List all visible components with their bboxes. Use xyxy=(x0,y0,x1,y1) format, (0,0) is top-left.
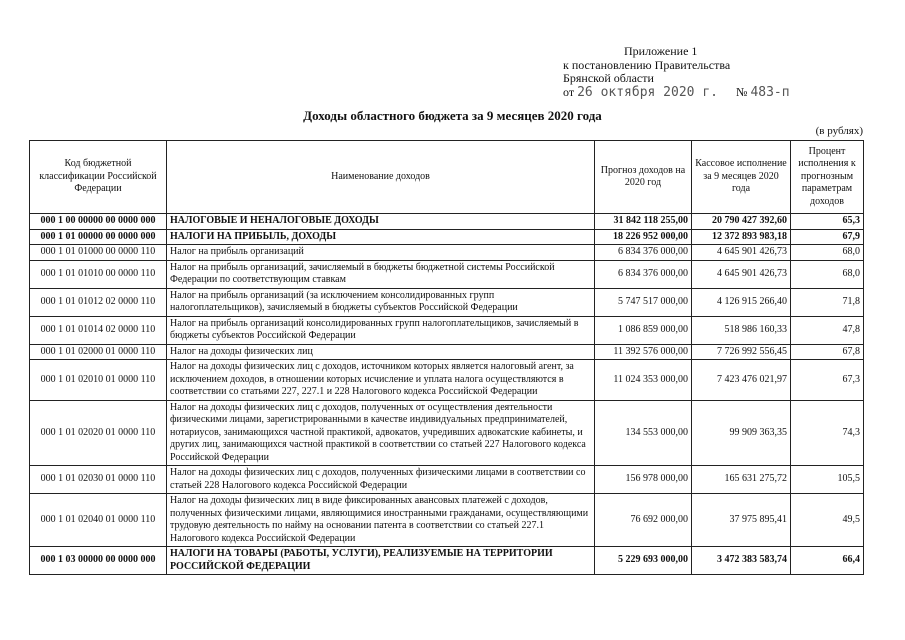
document-title: Доходы областного бюджета за 9 месяцев 2020 года xyxy=(303,108,602,123)
appendix-date-line xyxy=(563,86,790,100)
row-percent: 68,0 xyxy=(791,260,864,288)
row-forecast: 156 978 000,00 xyxy=(595,466,692,494)
row-percent: 49,5 xyxy=(791,494,864,547)
row-percent: 65,3 xyxy=(791,214,864,230)
header-code: Код бюджетной классификации Российской Федерации xyxy=(30,141,167,214)
row-code: 000 1 00 00000 00 0000 000 xyxy=(30,214,167,230)
row-name: Налог на доходы физических лиц в виде фиксированных авансовых платежей с доходов, полученных физическими лицами, являющимися иностранными гражданами, осуществляющими трудовую деятельность по найму на основании патента в соответствии со статьей 227.1 Налогового кодекса Российской Федерации xyxy=(167,494,595,547)
row-percent: 67,8 xyxy=(791,344,864,360)
header-forecast: Прогноз доходов на 2020 год xyxy=(595,141,692,214)
row-percent: 66,4 xyxy=(791,547,864,575)
header-percent: Процент исполнения к прогнозным параметрам доходов xyxy=(791,141,864,214)
header-name: Наименование доходов xyxy=(167,141,595,214)
row-percent: 74,3 xyxy=(791,400,864,466)
row-name: НАЛОГИ НА ТОВАРЫ (РАБОТЫ, УСЛУГИ), РЕАЛИЗУЕМЫЕ НА ТЕРРИТОРИИ РОССИЙСКОЙ ФЕДЕРАЦИИ xyxy=(167,547,595,575)
appendix-region: Брянской области xyxy=(563,71,654,85)
row-forecast: 31 842 118 255,00 xyxy=(595,214,692,230)
row-percent: 67,3 xyxy=(791,360,864,401)
table-row xyxy=(30,229,864,245)
row-code: 000 1 01 02020 01 0000 110 xyxy=(30,400,167,466)
row-actual: 99 909 363,35 xyxy=(692,400,791,466)
row-name: НАЛОГИ НА ПРИБЫЛЬ, ДОХОДЫ xyxy=(167,229,595,245)
row-percent: 67,9 xyxy=(791,229,864,245)
row-name: Налог на доходы физических лиц xyxy=(167,344,595,360)
row-percent: 105,5 xyxy=(791,466,864,494)
row-name: Налог на доходы физических лиц с доходов, полученных от осуществления деятельности физическими лицами, зарегистрированными в качестве индивидуальных предпринимателей, нотариусов, занимающихся частной практикой, адвокатов, учредивших адвокатские кабинеты, и других лиц, занимающихся частной практикой в соответствии со статьей 227 Налогового кодекса Российской Федерации xyxy=(167,400,595,466)
table-row xyxy=(30,360,864,401)
table-row xyxy=(30,400,864,466)
header-actual: Кассовое исполнение за 9 месяцев 2020 года xyxy=(692,141,791,214)
date-prefix: от xyxy=(563,84,575,99)
row-actual: 4 645 901 426,73 xyxy=(692,245,791,261)
row-actual: 12 372 893 983,18 xyxy=(692,229,791,245)
table-header-row xyxy=(30,141,864,214)
row-actual: 4 645 901 426,73 xyxy=(692,260,791,288)
appendix-block xyxy=(563,45,790,99)
row-code: 000 1 01 01012 02 0000 110 xyxy=(30,288,167,316)
revenue-table xyxy=(29,140,864,575)
row-percent: 68,0 xyxy=(791,245,864,261)
table-body xyxy=(30,214,864,575)
table-row xyxy=(30,214,864,230)
table-row xyxy=(30,494,864,547)
row-code: 000 1 01 00000 00 0000 000 xyxy=(30,229,167,245)
table-row xyxy=(30,344,864,360)
row-percent: 71,8 xyxy=(791,288,864,316)
table-row xyxy=(30,316,864,344)
row-actual: 7 423 476 021,97 xyxy=(692,360,791,401)
units-label: (в рублях) xyxy=(815,125,863,137)
row-actual: 518 986 160,33 xyxy=(692,316,791,344)
row-name: НАЛОГОВЫЕ И НЕНАЛОГОВЫЕ ДОХОДЫ xyxy=(167,214,595,230)
row-forecast: 6 834 376 000,00 xyxy=(595,260,692,288)
row-name: Налог на доходы физических лиц с доходов, источником которых является налоговый агент, за исключением доходов, в отношении которых исчисление и уплата налога осуществляются в соответствии со статьями 227, 227.1 и 228 Налогового кодекса Российской Федерации xyxy=(167,360,595,401)
row-code: 000 1 03 00000 00 0000 000 xyxy=(30,547,167,575)
row-forecast: 11 024 353 000,00 xyxy=(595,360,692,401)
row-actual: 165 631 275,72 xyxy=(692,466,791,494)
row-name: Налог на доходы физических лиц с доходов, полученных физическими лицами в соответствии со статьей 228 Налогового кодекса Российской Федерации xyxy=(167,466,595,494)
row-actual: 20 790 427 392,60 xyxy=(692,214,791,230)
row-code: 000 1 01 01000 00 0000 110 xyxy=(30,245,167,261)
table-row xyxy=(30,547,864,575)
row-forecast: 6 834 376 000,00 xyxy=(595,245,692,261)
row-name: Налог на прибыль организаций xyxy=(167,245,595,261)
row-code: 000 1 01 02040 01 0000 110 xyxy=(30,494,167,547)
row-name: Налог на прибыль организаций (за исключением консолидированных групп налогоплательщиков), зачисляемый в бюджеты субъектов Российской Федерации xyxy=(167,288,595,316)
table-row xyxy=(30,260,864,288)
row-code: 000 1 01 02010 01 0000 110 xyxy=(30,360,167,401)
row-forecast: 76 692 000,00 xyxy=(595,494,692,547)
row-forecast: 18 226 952 000,00 xyxy=(595,229,692,245)
row-actual: 4 126 915 266,40 xyxy=(692,288,791,316)
row-code: 000 1 01 01014 02 0000 110 xyxy=(30,316,167,344)
table-row xyxy=(30,245,864,261)
row-code: 000 1 01 02030 01 0000 110 xyxy=(30,466,167,494)
row-code: 000 1 01 02000 01 0000 110 xyxy=(30,344,167,360)
row-forecast: 5 229 693 000,00 xyxy=(595,547,692,575)
row-actual: 37 975 895,41 xyxy=(692,494,791,547)
row-forecast: 1 086 859 000,00 xyxy=(595,316,692,344)
row-forecast: 11 392 576 000,00 xyxy=(595,344,692,360)
table-row xyxy=(30,466,864,494)
row-actual: 7 726 992 556,45 xyxy=(692,344,791,360)
number-prefix: № xyxy=(735,84,748,99)
row-forecast: 5 747 517 000,00 xyxy=(595,288,692,316)
date-value: 26 октября 2020 г. xyxy=(577,84,718,100)
appendix-resolution: к постановлению Правительства xyxy=(563,57,731,72)
row-forecast: 134 553 000,00 xyxy=(595,400,692,466)
row-percent: 47,8 xyxy=(791,316,864,344)
row-actual: 3 472 383 583,74 xyxy=(692,547,791,575)
number-value: 483-п xyxy=(750,84,790,100)
row-code: 000 1 01 01010 00 0000 110 xyxy=(30,260,167,288)
appendix-title: Приложение 1 xyxy=(624,44,698,58)
row-name: Налог на прибыль организаций, зачисляемый в бюджеты бюджетной системы Российской Федерации по соответствующим ставкам xyxy=(167,260,595,288)
row-name: Налог на прибыль организаций консолидированных групп налогоплательщиков, зачисляемый в бюджеты субъектов Российской Федерации xyxy=(167,316,595,344)
table-row xyxy=(30,288,864,316)
